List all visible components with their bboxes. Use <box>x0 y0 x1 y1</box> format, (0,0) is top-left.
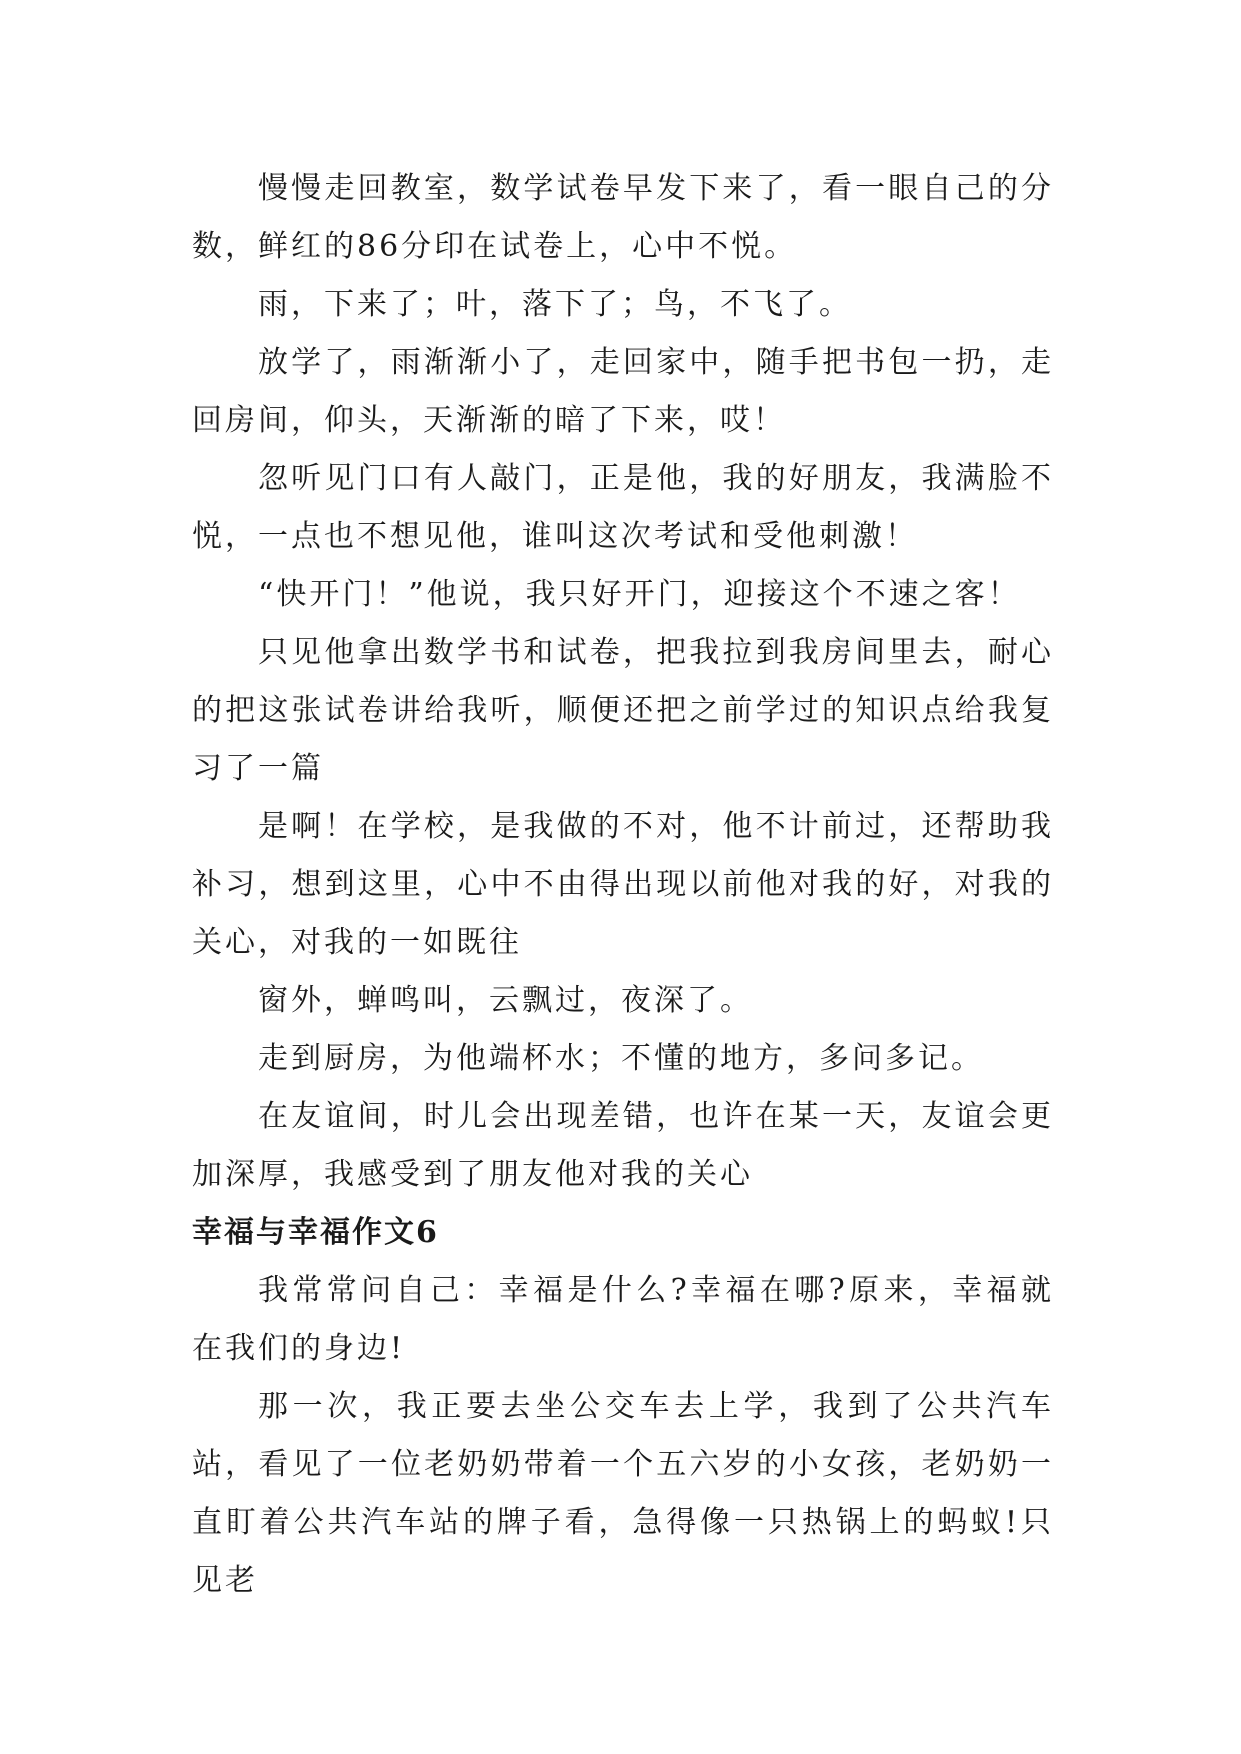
paragraph: 我常常问自己：幸福是什么?幸福在哪?原来，幸福就在我们的身边! <box>192 1273 1054 1366</box>
document-page <box>192 160 1054 1610</box>
paragraph: “快开门！”他说，我只好开门，迎接这个不速之客！ <box>258 577 1021 612</box>
paragraph: 在友谊间，时儿会出现差错，也许在某一天，友谊会更加深厚，我感受到了朋友他对我的关心 <box>192 1099 1054 1192</box>
paragraph: 放学了，雨渐渐小了，走回家中，随手把书包一扔，走回房间，仰头，天渐渐的暗了下来，哎！ <box>192 345 1054 438</box>
paragraph: 走到厨房，为他端杯水；不懂的地方，多问多记。 <box>258 1041 984 1076</box>
paragraph: 窗外，蝉鸣叫，云飘过，夜深了。 <box>258 983 753 1018</box>
paragraph: 只见他拿出数学书和试卷，把我拉到我房间里去，耐心的把这张试卷讲给我听，顺便还把之前学过的知识点给我复习了一篇 <box>192 635 1054 786</box>
paragraph: 慢慢走回教室，数学试卷早发下来了，看一眼自己的分数，鲜红的86分印在试卷上，心中不悦。 <box>192 171 1054 264</box>
paragraph: 是啊！在学校，是我做的不对，他不计前过，还帮助我补习，想到这里，心中不由得出现以前他对我的好，对我的关心，对我的一如既往 <box>192 809 1054 960</box>
section-title: 幸福与幸福作文6 <box>192 1215 439 1250</box>
paragraph: 忽听见门口有人敲门，正是他，我的好朋友，我满脸不悦，一点也不想见他，谁叫这次考试和受他刺激！ <box>192 461 1054 554</box>
paragraph: 雨，下来了；叶，落下了；鸟，不飞了。 <box>258 287 852 322</box>
paragraph: 那一次，我正要去坐公交车去上学，我到了公共汽车站，看见了一位老奶奶带着一个五六岁的小女孩，老奶奶一直盯着公共汽车站的牌子看，急得像一只热锅上的蚂蚁!只见老 <box>192 1389 1054 1598</box>
